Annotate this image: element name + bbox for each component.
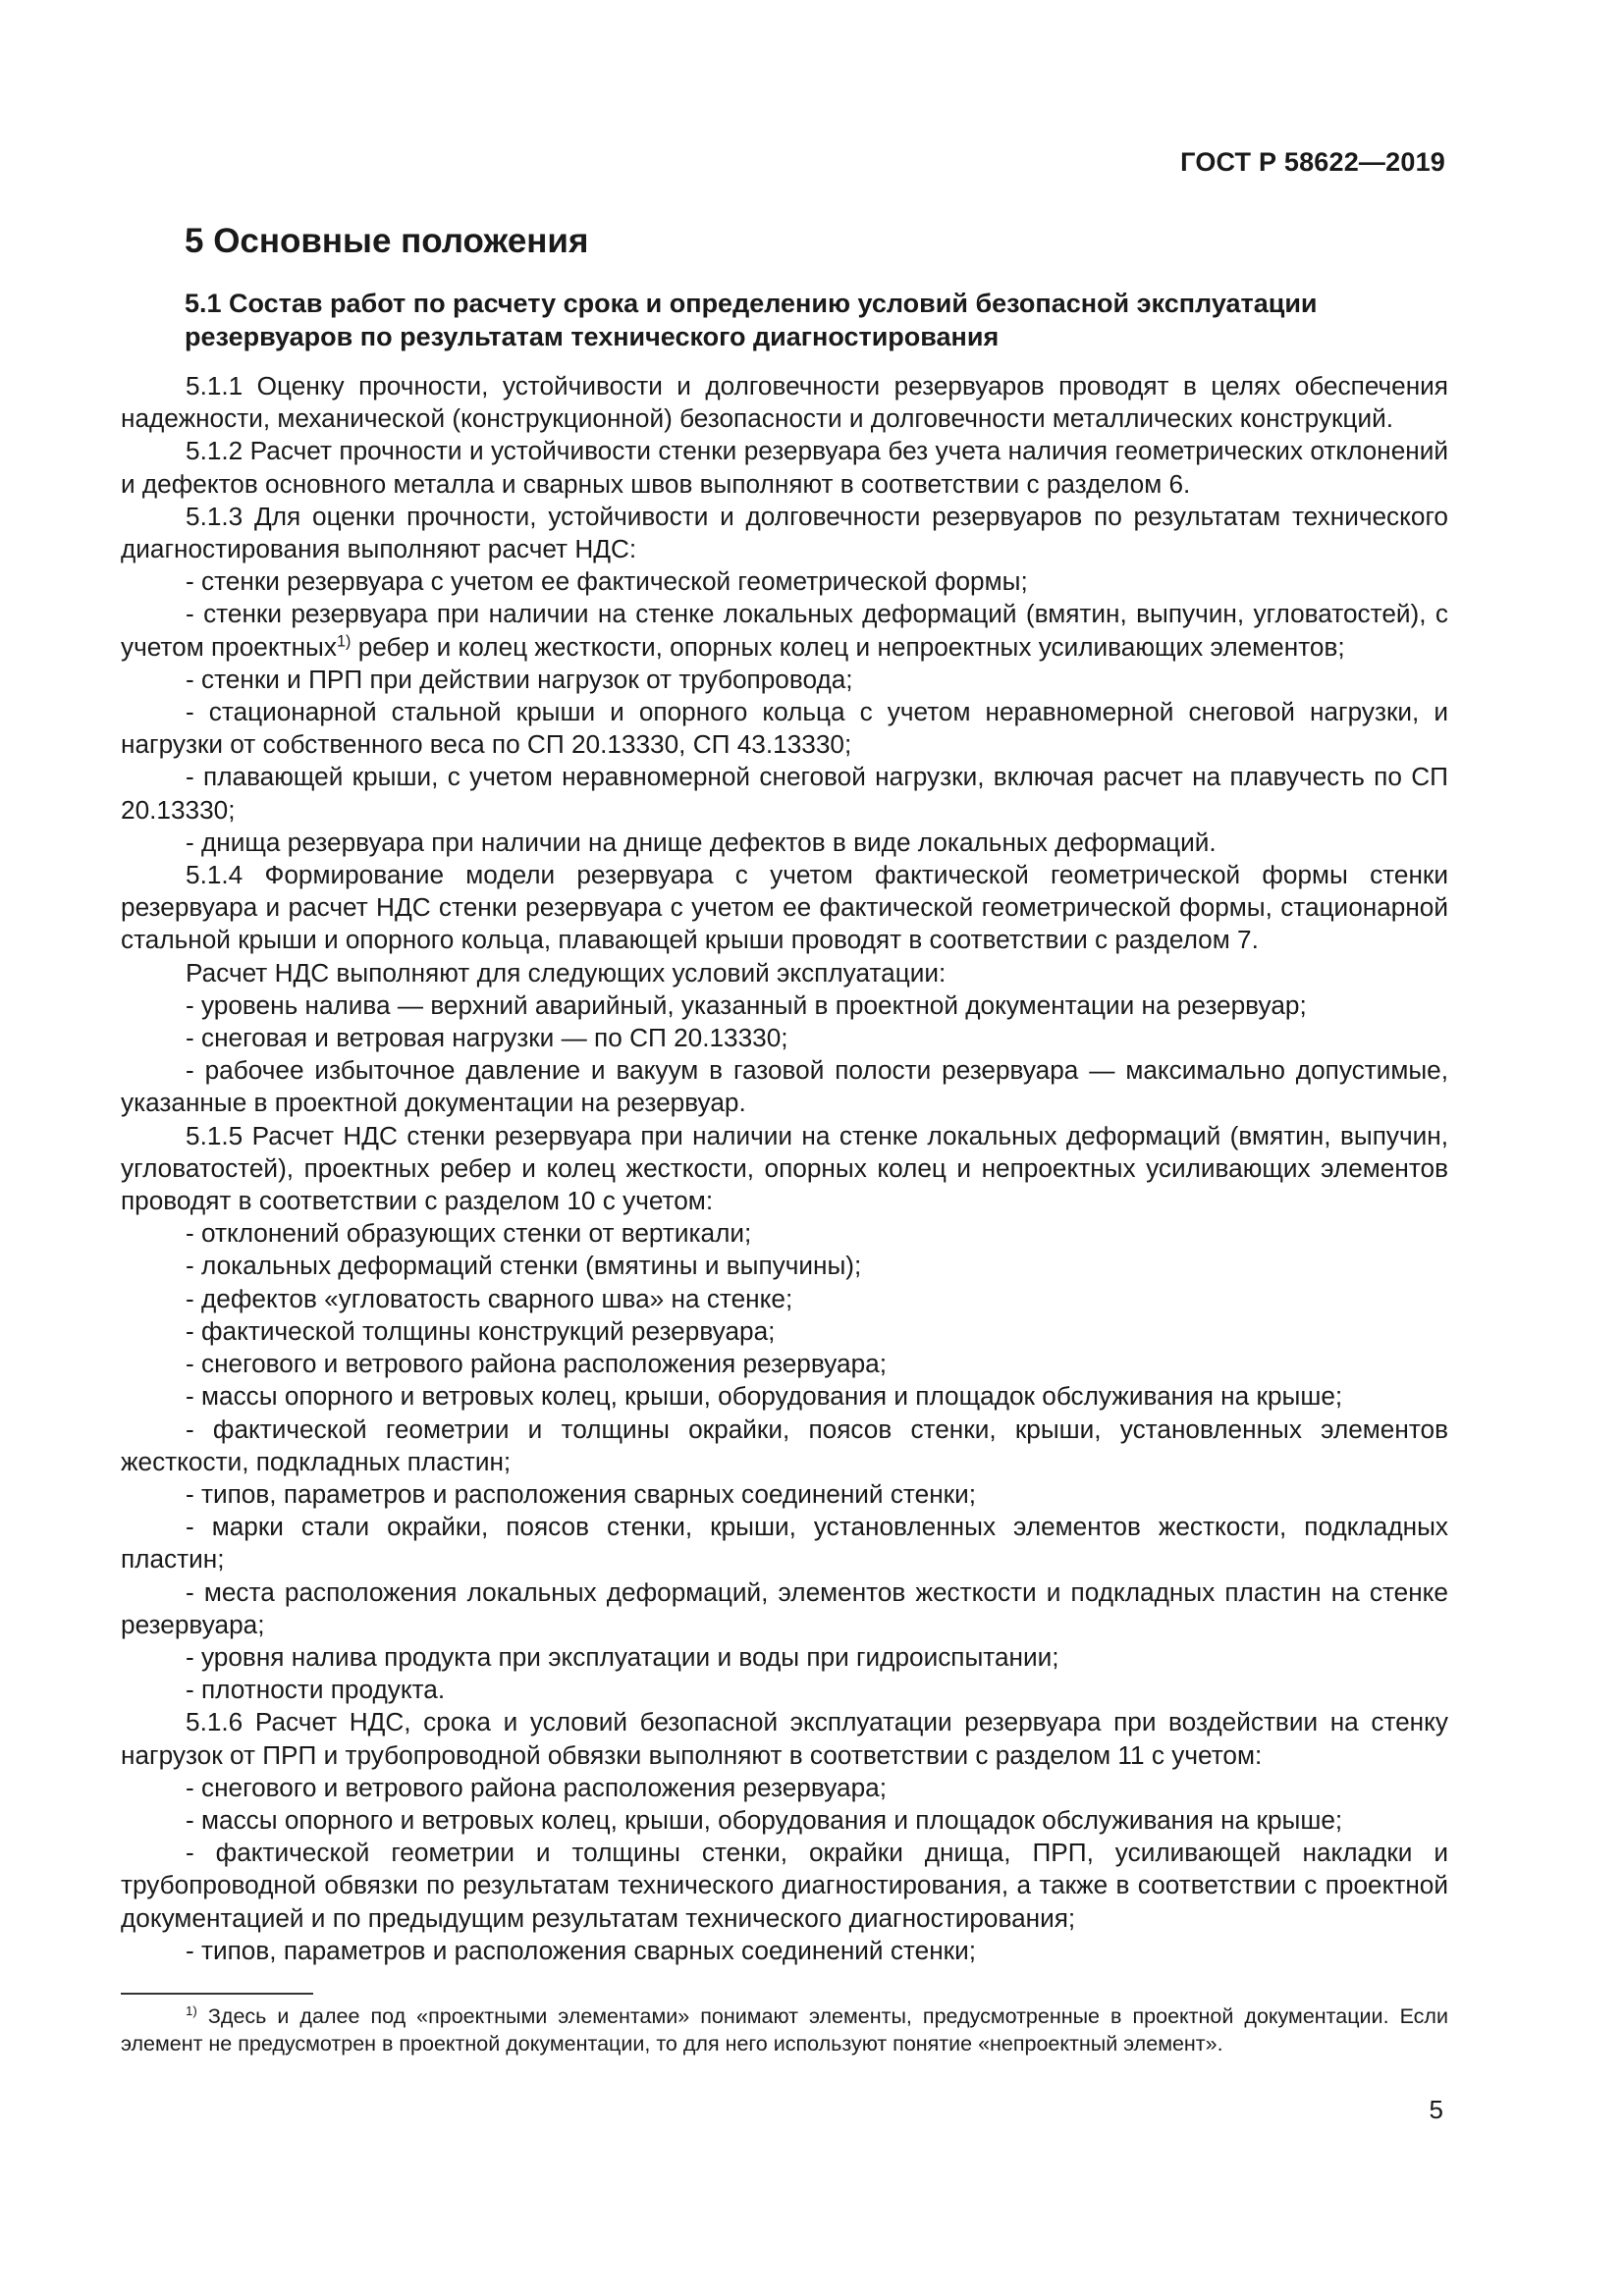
list-item: - типов, параметров и расположения сварных соединений стенки; <box>186 1935 977 1965</box>
list-item: - фактической толщины конструкций резервуара; <box>186 1315 776 1346</box>
list-item-text: - стенки резервуара при наличии на стенке локальных деформаций (вмятин, выпучин, угловатостей), с учетом проектных <box>121 599 1448 662</box>
paragraph: 5.1.2 Расчет прочности и устойчивости стенки резервуара без учета наличия геометрических отклонений и дефектов основного металла и сварных швов выполняют в соответствии с разделом 6. <box>121 436 1448 499</box>
subsection-title: 5.1 Состав работ по расчету срока и определению условий безопасной эксплуатации резервуаров по результатам технического диагностирования <box>185 289 1318 351</box>
list-item-text-tail: ребер и колец жесткости, опорных колец и непроектных усиливающих элементов; <box>357 631 1345 662</box>
page-number: 5 <box>1429 2095 1443 2124</box>
footnote <box>121 2002 1448 2057</box>
list-item: - массы опорного и ветровых колец, крыши, оборудования и площадок обслуживания на крыше; <box>186 1381 1343 1412</box>
list-item: - стенки и ПРП при действии нагрузок от трубопровода; <box>186 664 853 694</box>
list-item: - места расположения локальных деформаций, элементов жесткости и подкладных пластин на стенке резервуара; <box>121 1576 1448 1639</box>
list-item: - фактической геометрии и толщины стенки, окрайки днища, ПРП, усиливающей накладки и трубопроводной обвязки по результатам технического диагностирования, а также в соответствии с проектной документацией и по предыдущим результатам технического диагностирования; <box>121 1838 1448 1933</box>
list-item: - локальных деформаций стенки (вмятины и выпучины); <box>186 1251 862 1281</box>
list-item: - стационарной стальной крыши и опорного кольца с учетом неравномерной снеговой нагрузки, и нагрузки от собственного веса по СП 20.13330, СП 43.13330; <box>121 697 1448 760</box>
footnote-ref: 1) <box>336 631 352 650</box>
list-item: - рабочее избыточное давление и вакуум в газовой полости резервуара — максимально допустимые, указанные в проектной документации на резервуар. <box>121 1055 1448 1118</box>
list-item: - снеговая и ветровая нагрузки — по СП 20.13330; <box>186 1023 788 1053</box>
list-item: - уровень налива — верхний аварийный, указанный в проектной документации на резервуар; <box>186 989 1307 1020</box>
list-item: - массы опорного и ветровых колец, крыши, оборудования и площадок обслуживания на крыше; <box>186 1804 1343 1835</box>
paragraph: 5.1.3 Для оценки прочности, устойчивости и долговечности резервуаров по результатам технического диагностирования выполняют расчет НДС: <box>121 501 1448 564</box>
footnote-divider <box>121 1993 313 1995</box>
list-item: - марки стали окрайки, поясов стенки, крыши, установленных элементов жесткости, подкладных пластин; <box>121 1512 1448 1575</box>
body-text <box>121 370 1448 1967</box>
list-item-with-footnote <box>121 598 1448 663</box>
paragraph: 5.1.6 Расчет НДС, срока и условий безопасной эксплуатации резервуара при воздействии на стенку нагрузок от ПРП и трубопроводной обвязки выполняют в соответствии с разделом 11 с учетом: <box>121 1707 1448 1770</box>
paragraph: 5.1.4 Формирование модели резервуара с учетом фактической геометрической формы стенки резервуара и расчет НДС стенки резервуара с учетом ее фактической геометрической формы, стационарной стальной крыши и опорного кольца, плавающей крыши проводят в соответствии с разделом 7. <box>121 860 1448 955</box>
list-item: - днища резервуара при наличии на днище дефектов в виде локальных деформаций. <box>186 827 1217 857</box>
list-item: - уровня налива продукта при эксплуатации и воды при гидроиспытании; <box>186 1641 1059 1672</box>
section-title: 5 Основные положения <box>185 222 589 260</box>
document-number: ГОСТ Р 58622—2019 <box>1180 147 1445 177</box>
list-item: - снегового и ветрового района расположения резервуара; <box>186 1772 887 1802</box>
list-item: - типов, параметров и расположения сварных соединений стенки; <box>186 1478 977 1509</box>
paragraph: Расчет НДС выполняют для следующих условий эксплуатации: <box>186 957 947 988</box>
list-item: - фактической геометрии и толщины окрайки, поясов стенки, крыши, установленных элементов жесткости, подкладных пластин; <box>121 1414 1448 1476</box>
list-item: - стенки резервуара с учетом ее фактической геометрической формы; <box>186 566 1028 597</box>
list-item: - плотности продукта. <box>186 1675 446 1705</box>
list-item: - отклонений образующих стенки от вертикали; <box>186 1218 752 1249</box>
paragraph: 5.1.1 Оценку прочности, устойчивости и долговечности резервуаров проводят в целях обеспечения надежности, механической (конструкционной) безопасности и долговечности металлических конструкций. <box>121 371 1448 434</box>
list-item: - снегового и ветрового района расположения резервуара; <box>186 1349 887 1379</box>
footnote-text: Здесь и далее под «проектными элементами» понимают элементы, предусмотренные в проектной документации. Если элемент не предусмотрен в проектной документации, то для него используют понятие «непроектный элемент». <box>121 2004 1448 2056</box>
footnote-marker: 1) <box>186 2003 197 2019</box>
list-item: - плавающей крыши, с учетом неравномерной снеговой нагрузки, включая расчет на плавучесть по СП 20.13330; <box>121 762 1448 825</box>
list-item: - дефектов «угловатость сварного шва» на стенке; <box>186 1283 793 1313</box>
paragraph: 5.1.5 Расчет НДС стенки резервуара при наличии на стенке локальных деформаций (вмятин, выпучин, угловатостей), проектных ребер и колец жесткости, опорных колец и непроектных усиливающих элементов проводят в соответствии с разделом 10 с учетом: <box>121 1120 1448 1216</box>
